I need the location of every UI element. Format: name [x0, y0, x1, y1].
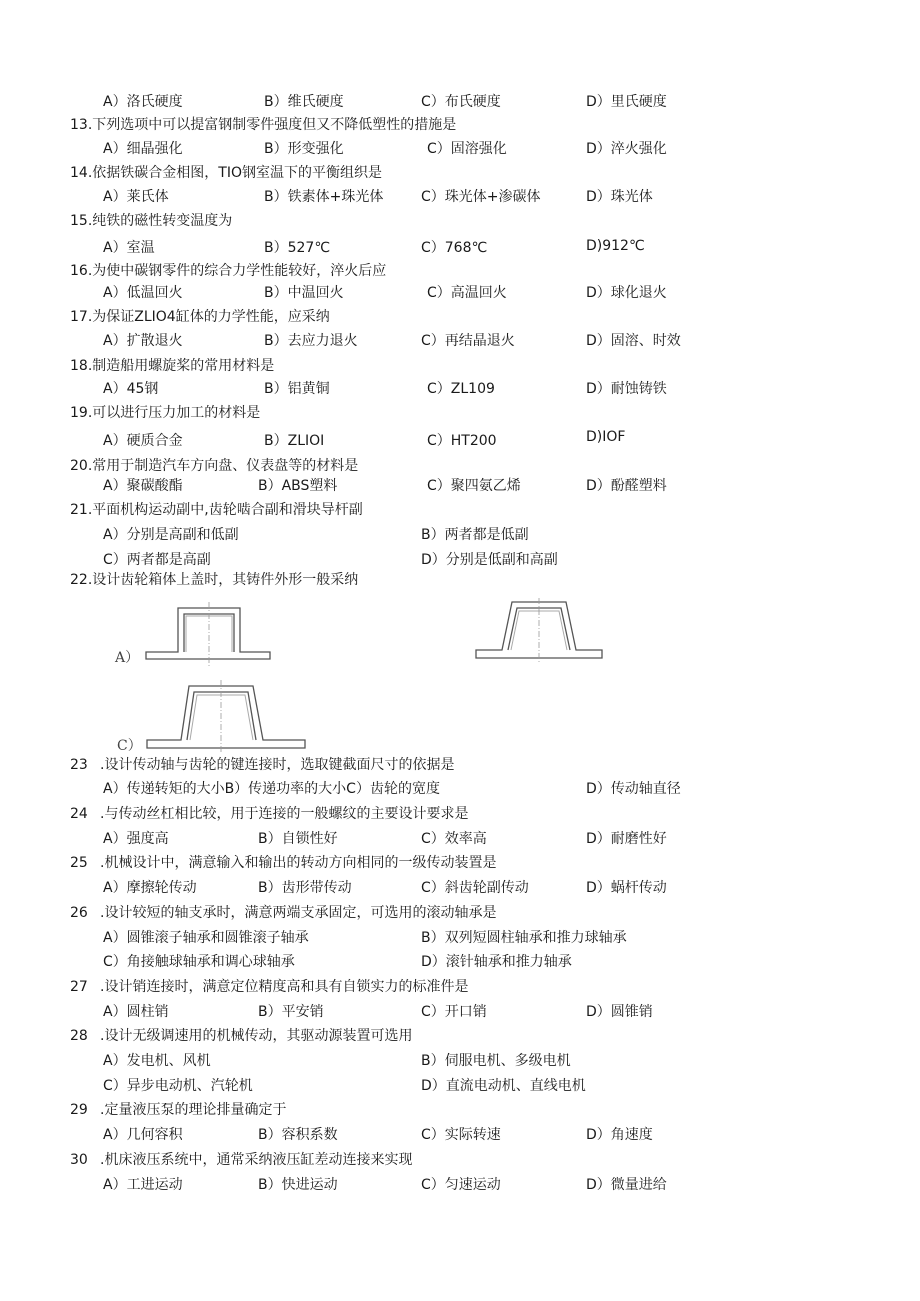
q28-number: 28	[70, 1028, 88, 1044]
q14-stem: 14.依据铁碳合金相图，TIO钢室温下的平衡组织是	[70, 165, 382, 181]
q27-option-b: B）平安销	[258, 1004, 324, 1020]
q20-option-a: A）聚碳酸酯	[103, 478, 183, 494]
q20-stem: 20.常用于制造汽车方向盘、仪表盘等的材料是	[70, 458, 359, 474]
q30-stem: .机床液压系统中，通常采纳液压缸差动连接来实现	[100, 1152, 413, 1168]
q13-option-b: B）形变强化	[264, 141, 344, 157]
q26-option-c: C）角接触球轴承和调心球轴承	[103, 954, 295, 970]
q25-stem: .机械设计中，满意输入和输出的转动方向相同的一级传动装置是	[100, 855, 497, 871]
q19-option-c: C）HT200	[427, 433, 497, 449]
q12-option-a: A）洛氏硬度	[103, 94, 183, 110]
q24-option-a: A）强度高	[103, 831, 169, 847]
q19-option-d: D)IOF	[586, 429, 626, 445]
q24-stem: .与传动丝杠相比较，用于连接的一般螺纹的主要设计要求是	[100, 806, 469, 822]
q19-option-b: B）ZLIOI	[264, 433, 325, 449]
q20-option-d: D）酚醛塑料	[586, 478, 667, 494]
q18-stem: 18.制造船用螺旋桨的常用材料是	[70, 358, 275, 374]
q29-option-a: A）几何容积	[103, 1127, 183, 1143]
q26-option-a: A）圆锥滚子轴承和圆锥滚子轴承	[103, 930, 309, 946]
q26-number: 26	[70, 905, 88, 921]
q30-number: 30	[70, 1152, 88, 1168]
q21-option-b: B）两者都是低副	[421, 527, 529, 543]
q23-stem: .设计传动轴与齿轮的键连接时，选取键截面尺寸的依据是	[100, 757, 455, 773]
q14-option-a: A）莱氏体	[103, 189, 169, 205]
q22-figure-a-label: A）	[115, 650, 140, 666]
q12-option-c: C）布氏硬度	[421, 94, 501, 110]
q20-option-b: B）ABS塑料	[258, 478, 338, 494]
q25-option-b: B）齿形带传动	[258, 880, 352, 896]
q24-option-c: C）效率高	[421, 831, 487, 847]
q25-number: 25	[70, 855, 88, 871]
q21-option-a: A）分别是高副和低副	[103, 527, 239, 543]
q12-option-b: B）维氏硬度	[264, 94, 344, 110]
q23-number: 23	[70, 757, 88, 773]
q12-option-d: D）里氏硬度	[586, 94, 667, 110]
q29-number: 29	[70, 1102, 88, 1118]
q24-option-b: B）自锁性好	[258, 831, 338, 847]
q14-option-c: C）珠光体+渗碳体	[421, 189, 541, 205]
q15-stem: 15.纯铁的磁性转变温度为	[70, 213, 233, 229]
q21-option-c: C）两者都是高副	[103, 552, 211, 568]
q18-option-a: A）45钢	[103, 381, 159, 397]
q17-option-b: B）去应力退火	[264, 333, 358, 349]
q26-option-b: B）双列短圆柱轴承和推力球轴承	[421, 930, 627, 946]
q19-option-a: A）硬质合金	[103, 433, 183, 449]
q16-option-a: A）低温回火	[103, 285, 183, 301]
q21-option-d: D）分别是低副和高副	[421, 552, 558, 568]
q17-option-a: A）扩散退火	[103, 333, 183, 349]
q29-option-b: B）容积系数	[258, 1127, 338, 1143]
q29-stem: .定量液压泵的理论排量确定于	[100, 1102, 287, 1118]
q24-option-d: D）耐磨性好	[586, 831, 667, 847]
q14-option-b: B）铁素体+珠光体	[264, 189, 384, 205]
q15-option-a: A）室温	[103, 240, 155, 256]
q14-option-d: D）珠光体	[586, 189, 653, 205]
q21-stem: 21.平面机构运动副中,齿轮啮合副和滑块导杆副	[70, 502, 363, 518]
q25-option-a: A）摩擦轮传动	[103, 880, 197, 896]
q27-stem: .设计销连接时，满意定位精度高和具有自锁实力的标准件是	[100, 979, 469, 995]
q18-option-d: D）耐蚀铸铁	[586, 381, 667, 397]
q16-stem: 16.为使中碳钢零件的综合力学性能较好，淬火后应	[70, 263, 387, 279]
q27-option-a: A）圆柱销	[103, 1004, 169, 1020]
q17-option-c: C）再结晶退火	[421, 333, 515, 349]
q23-option-abc: A）传递转矩的大小B）传递功率的大小C）齿轮的宽度	[103, 781, 440, 797]
q28-option-d: D）直流电动机、直线电机	[421, 1078, 586, 1094]
q27-option-d: D）圆锥销	[586, 1004, 653, 1020]
q24-number: 24	[70, 806, 88, 822]
q22-stem: 22.设计齿轮箱体上盖时，其铸件外形一般采纳	[70, 572, 359, 588]
q13-option-c: C）固溶强化	[427, 141, 507, 157]
q13-stem: 13.下列选项中可以提富钢制零件强度但又不降低塑性的措施是	[70, 117, 457, 133]
q15-option-c: C）768℃	[421, 240, 488, 256]
q27-option-c: C）开口销	[421, 1004, 487, 1020]
q27-number: 27	[70, 979, 88, 995]
q30-option-c: C）匀速运动	[421, 1177, 501, 1193]
q22-figure-c	[145, 678, 345, 753]
q30-option-d: D）微量进给	[586, 1177, 667, 1193]
q20-option-c: C）聚四氨乙烯	[427, 478, 521, 494]
q15-option-d: D)912℃	[586, 238, 645, 254]
q13-option-d: D）淬火强化	[586, 141, 667, 157]
q18-option-b: B）铝黄铜	[264, 381, 330, 397]
q28-option-a: A）发电机、风机	[103, 1053, 211, 1069]
q15-option-b: B）527℃	[264, 240, 331, 256]
q16-option-b: B）中温回火	[264, 285, 344, 301]
q28-option-c: C）异步电动机、汽轮机	[103, 1078, 253, 1094]
q23-option-d: D）传动轴直径	[586, 781, 681, 797]
q17-stem: 17.为保证ZLIO4缸体的力学性能，应采纳	[70, 309, 330, 325]
q30-option-a: A）工进运动	[103, 1177, 183, 1193]
q25-option-c: C）斜齿轮副传动	[421, 880, 529, 896]
q25-option-d: D）蜗杆传动	[586, 880, 667, 896]
q19-stem: 19.可以进行压力加工的材料是	[70, 405, 261, 421]
q29-option-c: C）实际转速	[421, 1127, 501, 1143]
q16-option-c: C）高温回火	[427, 285, 507, 301]
q29-option-d: D）角速度	[586, 1127, 653, 1143]
q13-option-a: A）细晶强化	[103, 141, 183, 157]
q26-option-d: D）滚针轴承和推力轴承	[421, 954, 572, 970]
q22-figure-b	[474, 598, 604, 666]
q28-stem: .设计无级调速用的机械传动，其驱动源装置可选用	[100, 1028, 413, 1044]
q30-option-b: B）快进运动	[258, 1177, 338, 1193]
q26-stem: .设计较短的轴支承时，满意两端支承固定，可选用的滚动轴承是	[100, 905, 497, 921]
q28-option-b: B）伺服电机、多级电机	[421, 1053, 571, 1069]
q17-option-d: D）固溶、时效	[586, 333, 681, 349]
q22-figure-c-label: C）	[117, 738, 142, 754]
q16-option-d: D）球化退火	[586, 285, 667, 301]
q18-option-c: C）ZL109	[427, 381, 495, 397]
